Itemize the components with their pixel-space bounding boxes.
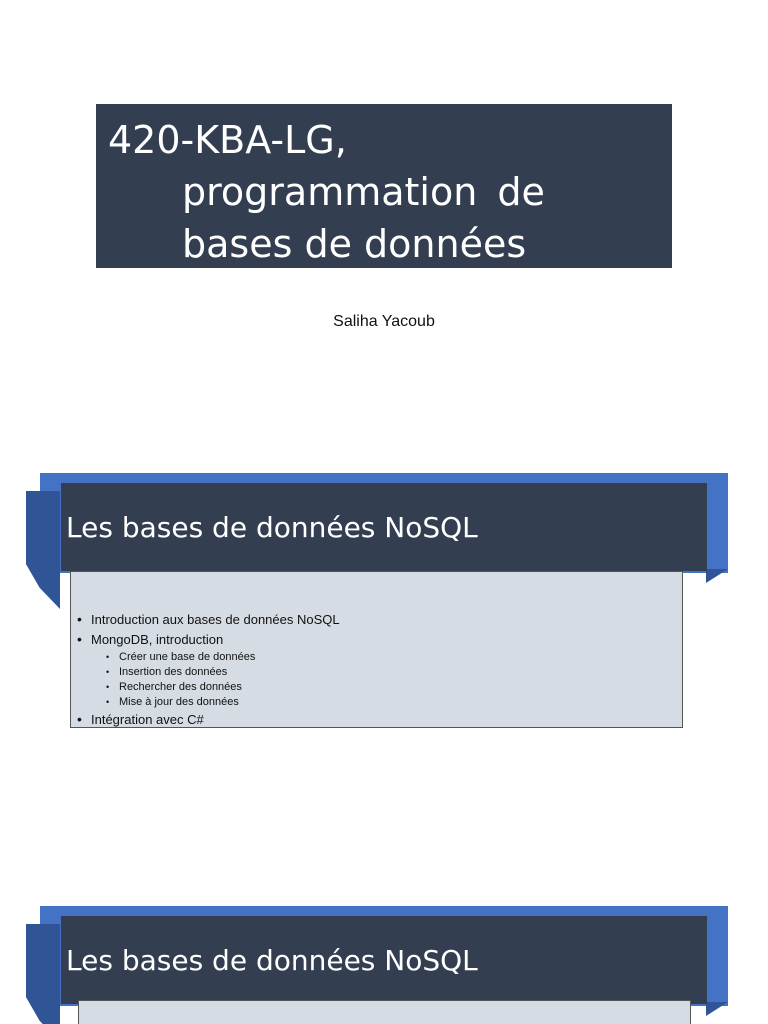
slide-3-title: Les bases de données NoSQL <box>61 916 707 1004</box>
slide-2-body <box>70 571 683 728</box>
slide-2-left-band <box>26 491 60 609</box>
title-line-3: bases de données <box>182 222 527 266</box>
slide-3-body <box>78 1000 691 1024</box>
slide-2-bullet-list <box>75 610 340 730</box>
sub-bullet-list <box>91 650 340 710</box>
slide-2-title: Les bases de données NoSQL <box>61 483 707 571</box>
author-name: Saliha Yacoub <box>333 313 435 330</box>
title-line-1: 420-KBA-LG, <box>108 118 347 162</box>
sub-bullet-item: • Insertion des données <box>91 665 340 680</box>
title-line-2: programmation de <box>182 170 545 214</box>
bullet-item-label: MongoDB, introduction <box>91 632 224 647</box>
bullet-item: • Introduction aux bases de données NoSQL <box>75 610 340 630</box>
slide-3-left-band <box>26 924 60 1024</box>
sub-bullet-item: • Mise à jour des données <box>91 695 340 710</box>
slide-2-corner-fold <box>706 569 728 583</box>
bullet-item: • Intégration avec C# <box>75 710 340 730</box>
title-slide-box <box>96 104 672 268</box>
bullet-item-with-subs <box>75 630 340 710</box>
sub-bullet-item: • Rechercher des données <box>91 680 340 695</box>
slide-3-corner-fold <box>706 1002 728 1016</box>
sub-bullet-item: • Créer une base de données <box>91 650 340 665</box>
